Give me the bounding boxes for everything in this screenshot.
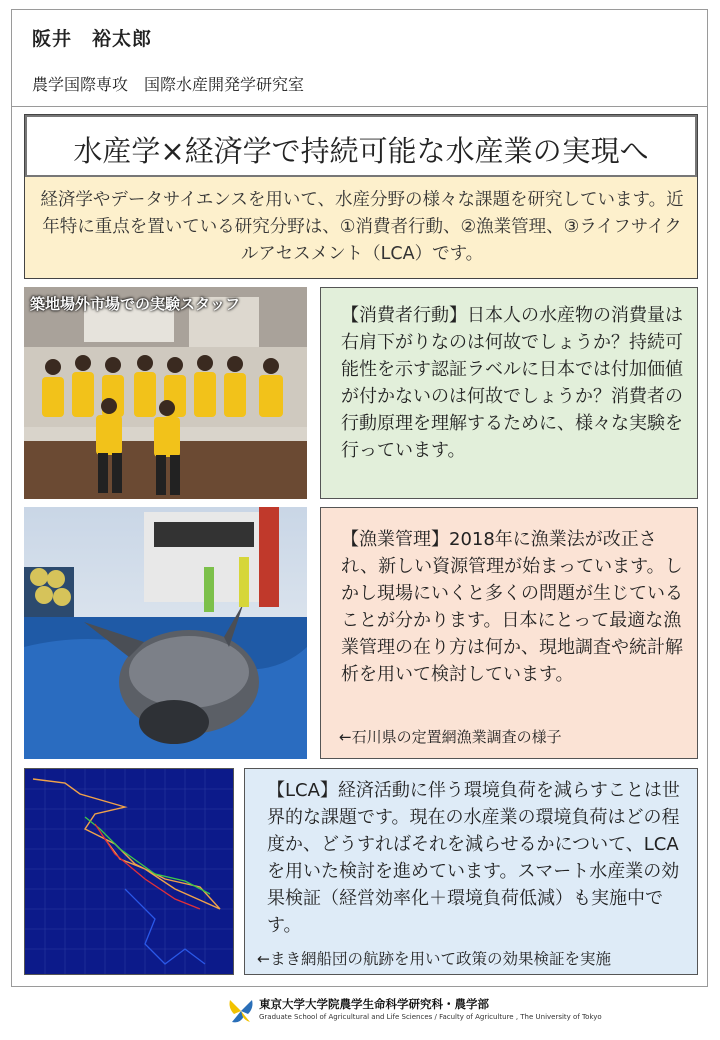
fishery-management-box xyxy=(320,507,698,759)
staff-photo-illustration xyxy=(24,287,307,499)
lca-text: 【LCA】経済活動に伴う環境負荷を減らすことは世界的な課題です。現在の水産業の環境負荷はどの程度か、どうすればそれを減らせるかについて、LCAを用いた検討を進めています。スマート水産業の効果検証（経営効率化＋環境負荷低減）も実施中です。 xyxy=(267,780,680,936)
staff-photo xyxy=(24,287,307,499)
fishery-photo-caption: ←石川県の定置網漁業調査の様子 xyxy=(339,728,562,746)
intro-text: 経済学やデータサイエンスを用いて、水産分野の様々な課題を研究しています。近年特に重点を置いている研究分野は、①消費者行動、②漁業管理、③ライフサイクルアセスメント（LCA）です。 xyxy=(40,190,684,264)
consumer-behavior-text: 【消費者行動】日本人の水産物の消費量は右肩下がりなのは何故でしょうか？持続可能性を示す認証ラベルに日本では付加価値が付かないのは何故でしょうか？消費者の行動原理を理解するために、様々な実験を行っています。 xyxy=(341,305,683,461)
ginkgo-logo-icon xyxy=(226,996,256,1026)
consumer-behavior-box xyxy=(320,287,698,499)
title-band xyxy=(25,115,697,177)
title-box xyxy=(24,114,698,279)
staff-photo-caption: 築地場外市場での実験スタッフ xyxy=(30,295,241,313)
university-logo xyxy=(226,996,256,1030)
department: 農学国際専攻 国際水産開発学研究室 xyxy=(32,75,305,94)
tuna-photo-illustration xyxy=(24,507,307,759)
header xyxy=(12,10,707,107)
lca-map-caption: ←まき網船団の航跡を用いて政策の効果検証を実施 xyxy=(257,950,611,968)
lca-box xyxy=(244,768,698,975)
fishery-management-text: 【漁業管理】2018年に漁業法が改正され、新しい資源管理が始まっています。しかし現場にいくと多くの問題が生じていることが分かります。日本にとって最適な漁業管理の在り方は何か、現地調査や統計解析を用いて検討しています。 xyxy=(341,529,683,685)
vessel-track-map xyxy=(24,768,234,975)
vessel-track-illustration xyxy=(25,769,233,974)
researcher-name: 阪井 裕太郎 xyxy=(32,28,153,50)
page-title: 水産学×経済学で持続可能な水産業の実現へ xyxy=(73,134,649,168)
footer-institution-en: Graduate School of Agricultural and Life Sciences / Faculty of Agriculture , The University of Tokyo xyxy=(259,1013,602,1021)
tuna-photo xyxy=(24,507,307,759)
footer-institution-jp: 東京大学大学院農学生命科学研究科・農学部 xyxy=(259,997,489,1011)
